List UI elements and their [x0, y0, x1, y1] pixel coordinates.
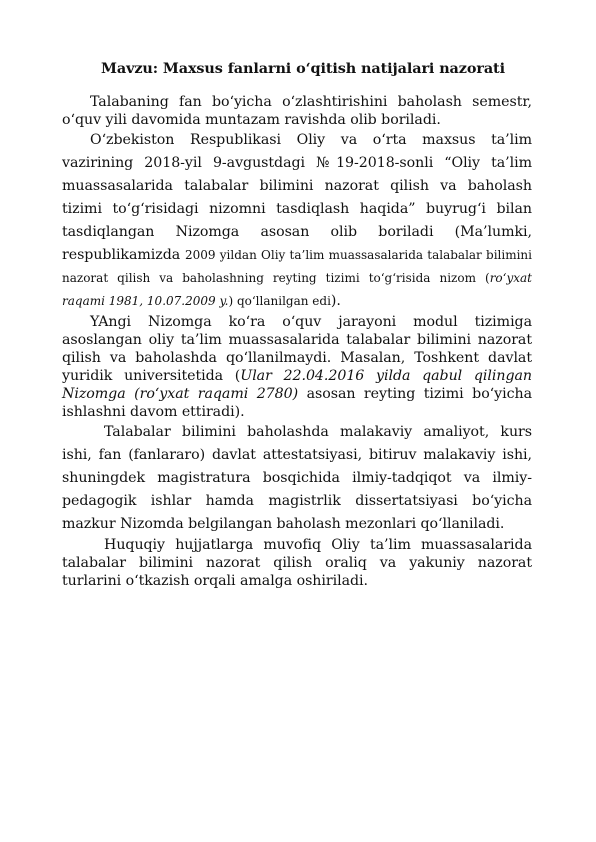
paragraph-2-main: O‘zbekiston Respublikasi Oliy va o‘rta maxsus ta’lim vazirining 2018-yil 9-avgustdagi №19-2018-sonli “Oliy ta’lim muassasalarida talabalar bilimini nazorat qilish va baholash tizimi to‘g‘risidagi nizomni tasdiqlash haqida” buyrug‘i bilan tasdiqlangan Nizomga asosan olib boriladi (Ma’lumki, respublikamizda	[62, 132, 532, 263]
paragraph-3	[62, 313, 532, 421]
paragraph-5: Huquqiy hujjatlarga muvofiq Oliy ta’lim muassasalarida talabalar bilimini nazorat qilish oraliq va yakuniy nazorat turlarini o‘tkazish orqali amalga oshiriladi.	[62, 537, 532, 589]
document-title: Mavzu: Maxsus fanlarni o‘qitish natijalari nazorati	[101, 60, 505, 77]
paragraph-2-small-end: ) qo‘llanilgan edi	[228, 294, 331, 308]
paragraph-4: Talabalar bilimini baholashda malakaviy amaliyot, kurs ishi, fan (fanlararo) davlat attestatsiyasi, bitiruv malakaviy ishi, shuningdek magistratura bosqichida ilmiy-tadqiqot va ilmiy-pedagogik ishlar hamda magistrlik dissertatsiyasi bo‘yicha mazkur Nizomda belgilangan baholash mezonlari qo‘llaniladi.	[62, 424, 532, 532]
paragraph-2	[62, 129, 532, 313]
paragraph-3-registry-reference: Ular 22.04.2016 yilda qabul qilingan Nizomga (ro‘yxat raqami 2780)	[62, 368, 532, 402]
paragraph-2-small-text: 2009 yildan Oliy ta’lim muassasalarida talabalar bilimini nazorat qilish va baholashning reyting tizimi to‘g‘risida nizom (	[62, 248, 532, 285]
paragraph-3-main: YAngi Nizomga ko‘ra o‘quv jarayoni modul tizimiga asoslangan oliy ta’lim muassasalarida talabalar bilimini nazorat qilish va baholashda qo‘llanilmaydi. Masalan, Toshkent davlat yuridik universitetida (	[62, 314, 532, 384]
paragraph-3-end: asosan reyting tizimi bo‘yicha ishlashni davom ettiradi).	[62, 386, 532, 420]
paragraph-2-end: ).	[330, 293, 341, 309]
paragraph-2-registry-reference: ro‘yxat raqami 1981, 10.07.2009 y.	[62, 271, 532, 308]
paragraph-1: Talabaning fan bo‘yicha o‘zlashtirishini baholash semestr, o‘quv yili davomida muntazam ravishda olib boriladi.	[62, 94, 532, 128]
